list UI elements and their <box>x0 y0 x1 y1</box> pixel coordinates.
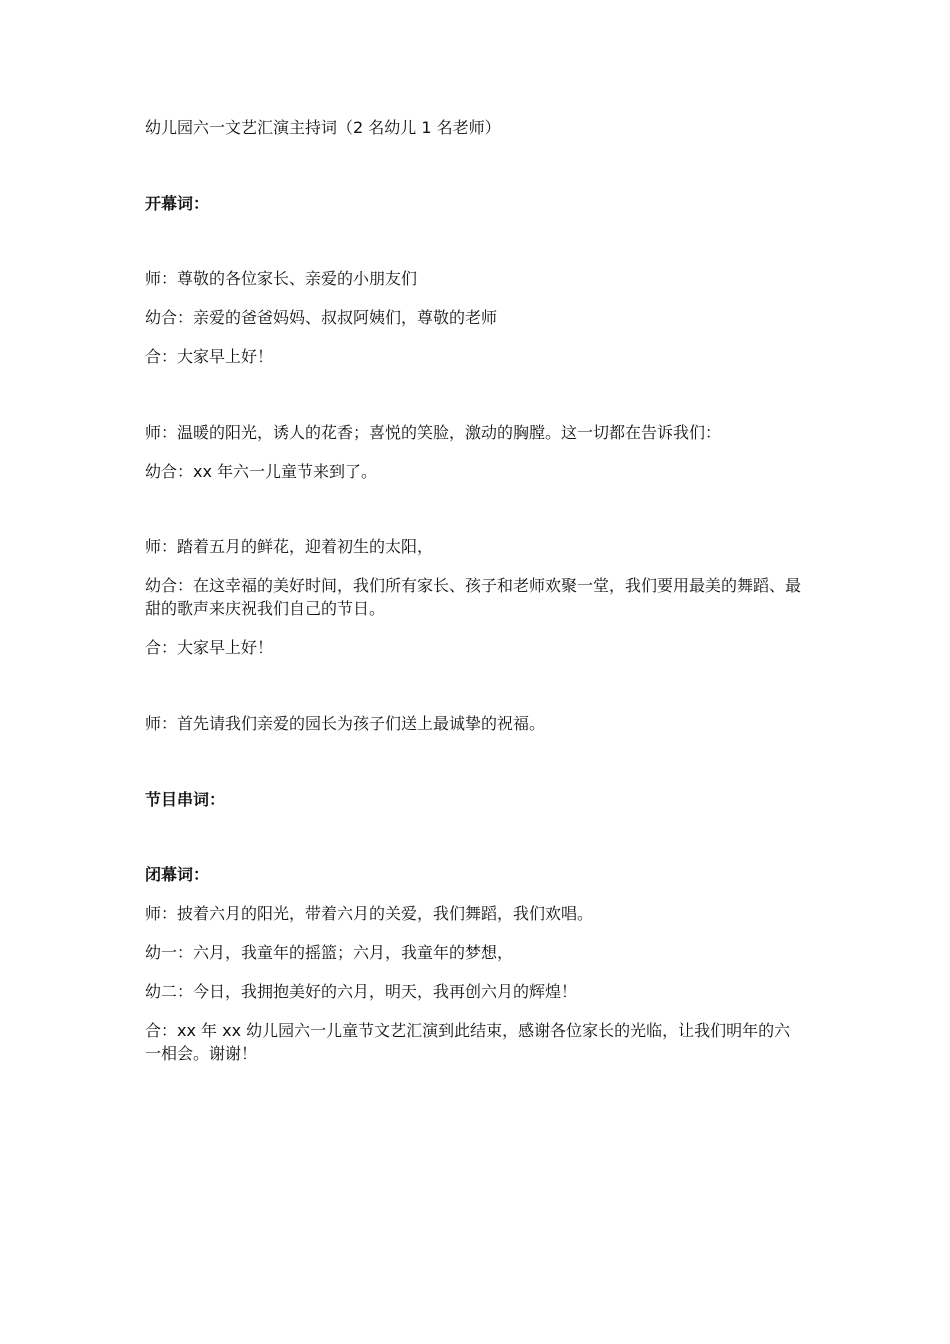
opening-line-7: 幼合：在这幸福的美好时间，我们所有家长、孩子和老师欢聚一堂，我们要用最美的舞蹈、最甜的歌声来庆祝我们自己的节日。 <box>145 576 802 618</box>
opening-line-8: 合：大家早上好！ <box>145 638 274 657</box>
closing-line-3: 幼二：今日，我拥抱美好的六月，明天，我再创六月的辉煌！ <box>145 982 578 1001</box>
closing-line-4: 合：xx 年 xx 幼儿园六一儿童节文艺汇演到此结束，感谢各位家长的光临，让我们明年的六一相会。谢谢！ <box>145 1021 791 1063</box>
program-heading: 节目串词： <box>145 790 226 809</box>
opening-line-4: 师：温暖的阳光，诱人的花香；喜悦的笑脸，激动的胸膛。这一切都在告诉我们： <box>145 423 722 442</box>
opening-line-9: 师：首先请我们亲爱的园长为孩子们送上最诚挚的祝福。 <box>145 714 546 733</box>
opening-line-2: 幼合：亲爱的爸爸妈妈、叔叔阿姨们，尊敬的老师 <box>145 308 498 327</box>
opening-line-3: 合：大家早上好！ <box>145 347 274 366</box>
opening-heading: 开幕词： <box>145 194 210 213</box>
opening-line-5: 幼合：xx 年六一儿童节来到了。 <box>145 462 378 481</box>
closing-heading: 闭幕词： <box>145 865 210 884</box>
closing-line-2: 幼一：六月，我童年的摇篮；六月，我童年的梦想， <box>145 943 514 962</box>
closing-line-1: 师：披着六月的阳光，带着六月的关爱，我们舞蹈，我们欢唱。 <box>145 904 594 923</box>
opening-line-1: 师：尊敬的各位家长、亲爱的小朋友们 <box>145 269 418 288</box>
document-title: 幼儿园六一文艺汇演主持词（2 名幼儿 1 名老师） <box>145 118 501 137</box>
opening-line-6: 师：踏着五月的鲜花，迎着初生的太阳， <box>145 537 434 556</box>
